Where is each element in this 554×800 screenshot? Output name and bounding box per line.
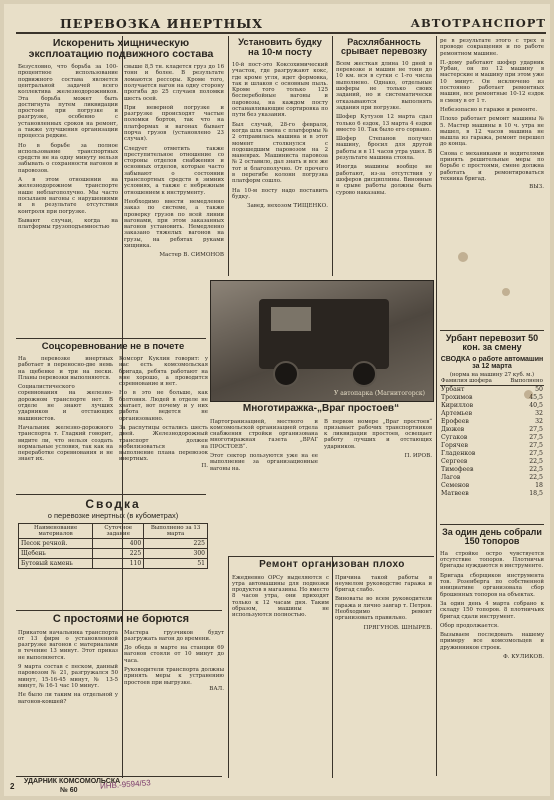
paragraph: Необходимо ввести немедленно заказ по системе, а также проверку грузов по всей линии вагонами, при этом заказанных вагонов установить. Немедленно заказано тяжелых вагонов на грузы, на ребятах руками хищника. — [124, 198, 224, 250]
column-header: Выполнено — [503, 378, 544, 386]
paragraph: А в этом отношении на железнодорожном транспорте наше неблагополучно. Мы часто посылаем вагоны с нарушениями и в результате отсутствия контроля при погрузке. — [18, 177, 118, 215]
article-mnogotirazhka — [210, 404, 432, 554]
paragraph: Ежедневно ОРСу выделяются с утра автомашины для подвозки продуктов в магазины. Но вместо 8 часов утра, они приходят только к 12 часам дня. Таким образом, машины не используются полностью. — [232, 574, 329, 619]
paragraph: Бывают случаи, когда на платформы грузоподъемностью — [18, 217, 118, 231]
byline: ПРЯГУНОВ. ШНЫРЕВ. — [363, 624, 432, 631]
paragraph: 9 марта состав с песком, данный паровозом № 21, разгружался 50 минут, 15-16-45 минут, № 13-5 минут, № 16-1 час 10 минут. — [18, 664, 118, 689]
paragraph: За один день 4 марта собрано к складу 150 топоров. 8 плотничьих бригад сдали инструмент. — [440, 600, 544, 620]
paragraph: свыше 8,5 тн. кладется груз до 16 тонн и более. В результате ломаются рессоры. Кроме того, получается вагон на одну сторону прогиба до 25 случаев поломки шесть осей. — [124, 64, 224, 102]
paragraph: Обор продолжается. — [440, 622, 499, 629]
article-exploitation — [18, 38, 224, 338]
page-number: 2 — [10, 782, 15, 791]
truck-window — [271, 307, 311, 331]
article-urbant — [440, 334, 544, 522]
paragraph: Вызываем последовать нашему примеру все комсомольцев и дружинников строек. — [440, 632, 544, 651]
table-row: Урбант 50 — [441, 386, 543, 394]
headline: Искоренить хищническую эксплоатацию подвижного состава — [28, 38, 214, 61]
table-row: Гладенков 27,5 — [441, 450, 543, 458]
headline: Сводка — [85, 498, 141, 511]
paragraph: Партогранизацией, местного и комсомольской организацией отдела снабжения стройки организована многотиражная газета „ВРАГ ПРОСТОЕВ“. — [210, 418, 318, 450]
article-inert-summary — [18, 498, 208, 608]
column-divider — [228, 556, 229, 778]
section-title-left: ПЕРЕВОЗКА ИНЕРТНЫХ — [60, 16, 264, 31]
inert-table — [18, 523, 208, 569]
table-row: Песок речной. 400 225 — [19, 539, 208, 549]
byline: Завед. нехозом ТИЩЕНКО. — [246, 203, 328, 210]
paper-stain — [458, 252, 468, 262]
table-row: Щебень 225 300 — [19, 549, 208, 559]
article-competition — [18, 342, 208, 492]
paragraph: Небезопасно в гараже и ремонте. — [440, 106, 538, 113]
headline: За один день собрали 150 топоров — [442, 528, 542, 547]
byline: ВАЛ. — [209, 685, 224, 692]
paragraph: Безусловно, что борьба за 100-процентное использование подвижного состава является центральной задачей всего коллектива железнодорожников. Эта борьба может быть достигнута путем ликвидации простоев при погрузке и разгрузке, особенно с установленных сроков на ремонт, а также улучшения организации процесса редкие. — [18, 64, 118, 140]
article-booth — [232, 38, 328, 274]
page-header — [44, 16, 554, 30]
article-repair-bad — [232, 560, 432, 774]
subheadline: о перевозке инертных (в кубометрах) — [47, 510, 179, 520]
paragraph: В первом номере „Враг простоев“ призывает рабочих транспортников к ликвидации простоев, освещает работу лучших и отстающих ударников. — [324, 418, 432, 450]
headline: Установить будку на 10-м посту — [238, 38, 322, 58]
paragraph: Руководители транспорта должны принять меры к устранению простоев при выгрузке. — [124, 667, 224, 686]
headline: Ремонт организован плохо — [259, 560, 405, 570]
byline: Мастер В. СИМОНОВ — [159, 252, 224, 259]
paragraph: Виноваты во всем руководители гаража и лично завгар т. Петров. Необходимо ремонт организовать правильно. — [335, 596, 432, 622]
section-rule — [440, 524, 544, 525]
headline: Соцсоревнование не в почете — [41, 342, 185, 352]
footer-rule — [16, 776, 222, 777]
paper-name: УДАРНИК КОМСОМОЛЬСКА — [24, 778, 121, 785]
headline: Многотиражка-„Враг простоев“ — [242, 404, 400, 414]
table-row: Тимофеев 22,5 — [441, 466, 543, 474]
table-row: Кириллов 40,5 — [441, 402, 543, 410]
paragraph: Этот сектор пользуются уже на ее выполнение за организационные вагоны на. — [210, 452, 318, 472]
article-repair — [440, 38, 544, 328]
table-row: Сугаков 27,5 — [441, 434, 543, 442]
paper-stain — [502, 288, 510, 296]
table-row: Трохимов 45,5 — [441, 394, 543, 402]
paragraph: При неверной погрузке и разгрузке происходят частые поломки бортов, так что на платформах и вагонах бывает порча грузов (установлено 23 случая). — [124, 104, 224, 143]
table-row: Матвеев 18,5 — [441, 490, 543, 498]
paragraph: Шофер Кутузов 12 марта сдал только 6 ездок, 13 марта 4 ездки вместо 10. Так было его сорвано. — [336, 114, 432, 133]
column-divider — [332, 36, 333, 276]
header-rule — [16, 32, 546, 34]
section-rule — [440, 330, 544, 331]
column-header: Выполнено за 13 марта — [144, 524, 208, 539]
article-axes — [440, 528, 544, 778]
paragraph: Иногда машины вообще не работают, из-за отсутствия у шоферов дисциплины. Виновные в срыве работы должны быть сурово наказаны. — [336, 164, 432, 196]
table-row: Семенов 18 — [441, 482, 543, 490]
column-divider — [228, 36, 229, 276]
paragraph: Бригада сборщиков инструмента тов. Розенберга по собственной инициативе организовала сбор брошенных топоров на объектах. — [440, 572, 544, 598]
byline: ВЫЗ. — [529, 184, 544, 191]
table-row: Ерофеев 32 — [441, 418, 543, 426]
paragraph: Но в борьбе за полное использование транспортных средств не на одну минуту нельзя забывать о сохранности вагонов и паровозов. — [18, 142, 118, 174]
paragraph: Был случай, 28-го февраля, когда шла смена с платформы № 2 отправилась машина и в этот момент столкнулся с подошедшим паровозом на 2 маневрах. Машиниста паровоза № 2 оставило, дал знать и все же тот и благополучно. От прочего в перегибе колонн погрузка платформ сошло. — [232, 121, 328, 185]
section-rule — [16, 610, 222, 611]
headline: С простоями не борются — [52, 614, 190, 625]
paragraph: На перевозке инертных работает в переносно-две немь на щебенке и три на пески. Планы перевозки выполняются. — [18, 355, 113, 381]
newspaper-page — [4, 4, 550, 796]
paragraph: За распутицы остались шесть дней. Железнодорожный транспорт должен мобилизоваться на выполнение плана перевозок инертных. — [119, 424, 208, 463]
paragraph: Мастера грузчиков будут разгружать вагон до времени. — [124, 629, 224, 642]
table-row: Бутовый камень 110 51 — [19, 559, 208, 569]
column-divider — [436, 36, 437, 776]
paragraph: Всем жесткая длина 10 дней в перевозке и машин не тонн до 10 км. вся в сутки с 1-го числа выполнено. Однако, отдельные шоферы не только своих заданий, но и систематически отказываются выполнять задания при погрузке. — [336, 60, 432, 111]
table-row: Артемьев 32 — [441, 410, 543, 418]
section-title-right: АВТОТРАНСПОРТ — [410, 16, 546, 30]
paragraph: Снова с механиками и водителями принять решительные меры по борьбе с простоями, смене должна работать и ремонтироваться техника бригад. — [440, 150, 544, 182]
paragraph: Плохо работает ремонт машины № 5. Мастер машины в 10 ч. утра не вышел, в 12 часов машина не вышла из гаража, ремонт перешел до конца. — [440, 116, 544, 148]
paragraph: До обеда в марте на станции 69 вагонов стояли от 10 минут до часа. — [124, 645, 224, 664]
headline: Расхлябанность срывает перевозку — [340, 38, 428, 57]
column-header: Суточное задание — [93, 524, 144, 539]
paragraph: Причина такой работы в неумелом руководстве гаража и бригад слабо. — [335, 574, 432, 594]
archive-stamp: ИНВ.-9594/53 — [99, 778, 151, 791]
article-downtime — [18, 614, 224, 774]
paragraph: Начальник железно-дорожного транспорта т. Гладкий говорит, видите ли, что нельзя создать нормальные условия, так как на переработке соревнования и не знает их. — [18, 424, 113, 463]
byline: П. ИРОВ. — [404, 452, 432, 459]
issue-number: № 60 — [60, 787, 78, 794]
table-note: (норма на машину 27 куб. м.) — [449, 371, 535, 378]
table-row: Лагов 22,5 — [441, 474, 543, 482]
paragraph: П.-дому работают шофер ударник Урбан, он по 12 машину в мастерские и машину при этом уже 10 минут. Он исключено из постоянно работает ремонтных машин, все ремонтные 10-12 ездок в смену в от 1 т. — [440, 59, 544, 104]
byline: Ф. КУЛИКОВ. — [503, 654, 544, 661]
paragraph: Следует отметить также преступительное отношение со стороны отделов снабжения и основных отделов, которые часто забывают о состоянии транспортных средств в зимних условиях, а также с небрежным отношением к инструменту. — [124, 145, 224, 196]
paragraph: Комсорг Куклин говорит: у нас есть комсомольская бригада, ребята работают на мне хорошо, а проводится соревнование и нет. — [119, 355, 208, 388]
table-row: Горячев 27,5 — [441, 442, 543, 450]
subheadline: СВОДКА о работе автомашин за 12 марта — [440, 355, 544, 371]
paragraph: Не было ли таким на отдельной у вагонов-ковшей? — [18, 692, 118, 705]
byline: П. — [201, 462, 208, 469]
paragraph: ре в результате этого с трех в проводе сокращения и по работе ремонтном машине. — [440, 38, 544, 57]
paper-stain — [524, 390, 533, 399]
column-header: Фамилия шофера — [440, 378, 503, 386]
column-header: Наименование материалов — [19, 524, 93, 539]
paragraph: На 10-м посту надо поставить будку. — [232, 187, 328, 200]
wheel — [273, 361, 299, 387]
photo-truck — [210, 280, 434, 402]
section-rule — [228, 556, 434, 557]
article-sloppiness — [336, 38, 432, 274]
wheel — [351, 361, 377, 387]
headline: Урбант перевозит 50 кон. за смену — [445, 334, 539, 353]
paragraph: Прикатом начальника транспорта от 13 фирм о установленной разгрузке вагонов с материалами в течение 13 минут. Этот приказ не выполняется. — [18, 629, 118, 661]
paragraph: Шофер Степанов получил машину, бросил для другой работы и в 11 часов утра ушел. В результате машина стояла. — [336, 136, 432, 162]
table-row: Сергеев 22,5 — [441, 458, 543, 466]
section-rule — [16, 338, 206, 339]
photo-caption: У автопарка (Магнитогорск) — [334, 390, 425, 397]
paragraph: 10-й пост-это Коксохимический участок, где разгружают кокс, где кроме угля, идет формовка, так и шлаков с основным пыль. Кроме того только 125 бесперебойные вагоны и паровозы, на каждом посту останавливающие сортировка по пути без указания. — [232, 61, 328, 119]
section-rule — [16, 494, 206, 495]
paragraph: Социалистического соревнования на железно-дорожном транспорте нет. В отделе не знают лучших ударников и отстающих машинистов. — [18, 384, 113, 422]
table-row: Дюжев 27,5 — [441, 426, 543, 434]
paragraph: На стройке остро чувствуется отсутствие топоров. Плотничьи бригады нуждаются в инструменте. — [440, 550, 544, 570]
paragraph: Но в это не больше, как болтовня. Людей в отделе не хватает, вот почему и у них работа ведется не организованно. — [119, 390, 208, 422]
